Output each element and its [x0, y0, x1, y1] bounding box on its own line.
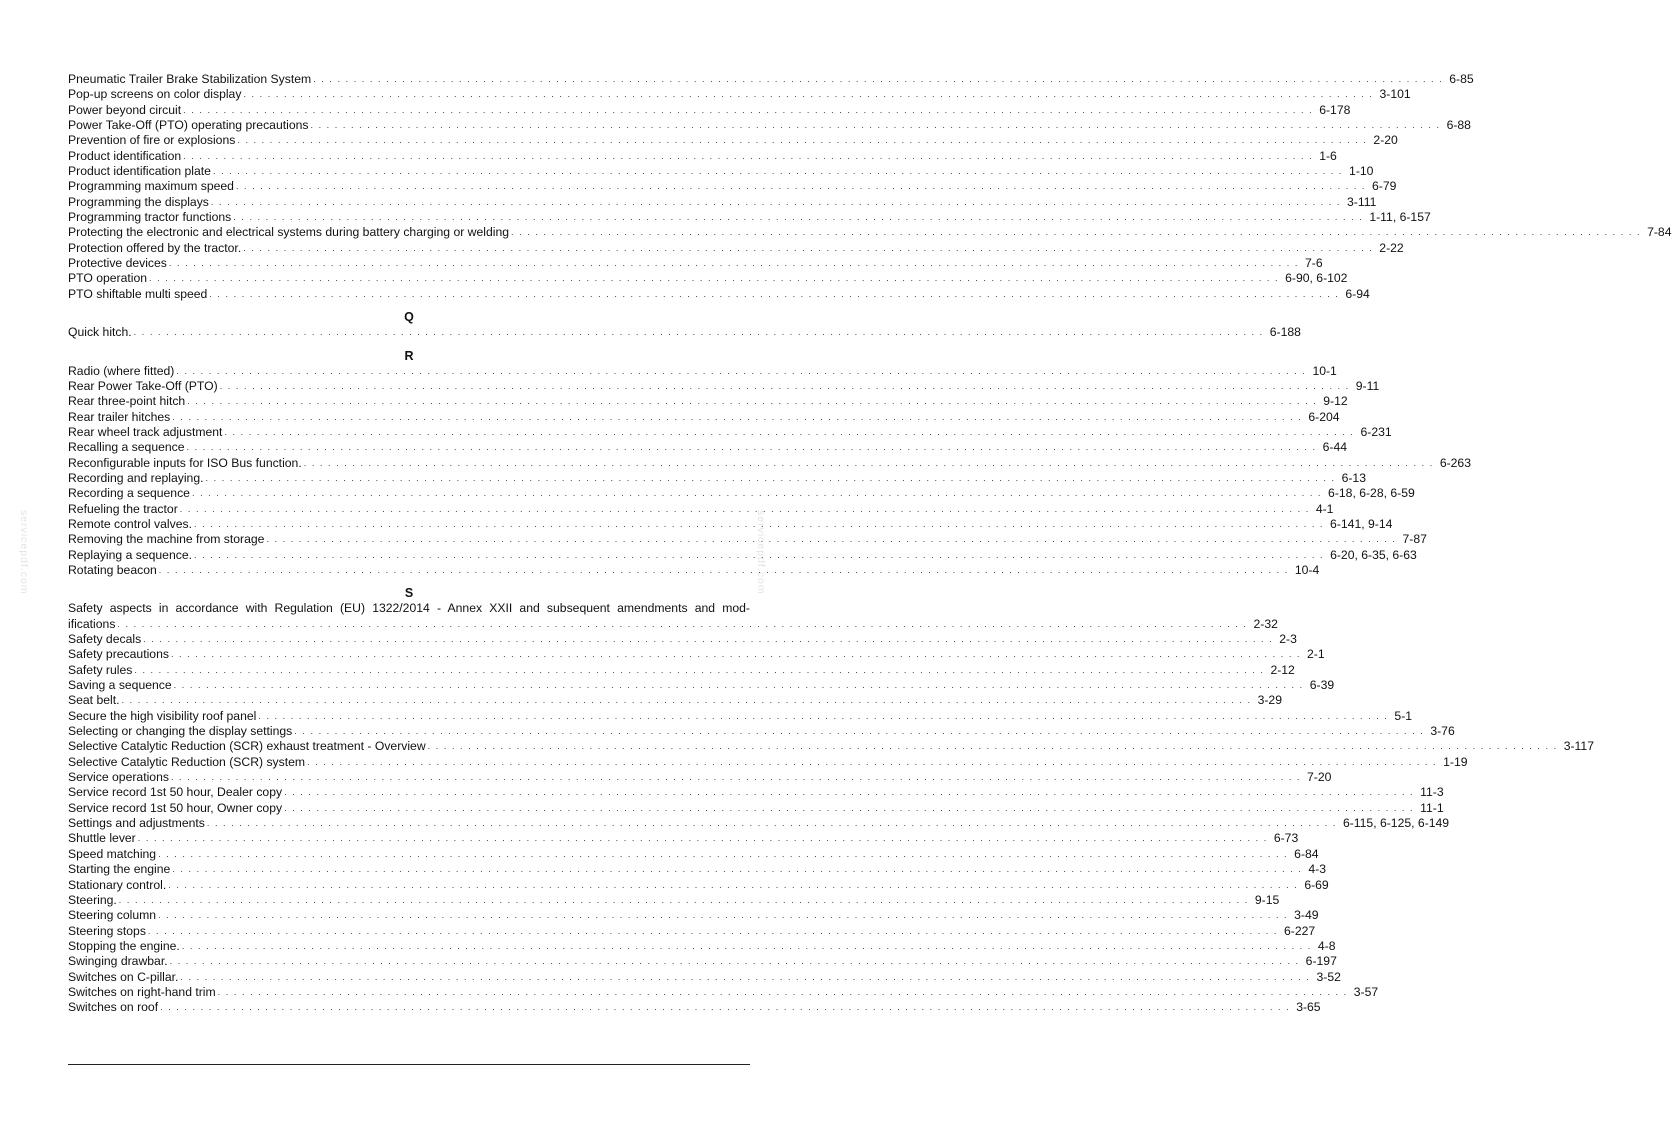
- index-entry-term: Pneumatic Trailer Brake Stabilization System: [68, 72, 312, 86]
- dot-leader: ............................................................................................................................................: [266, 534, 1401, 545]
- dot-leader: ............................................................................................................................................: [206, 818, 1341, 829]
- index-entry: [68, 877, 1329, 893]
- index-entry-term: Settings and adjustments: [68, 816, 205, 831]
- index-entry: [68, 678, 1335, 693]
- index-entry: [68, 470, 1366, 486]
- dot-leader: ............................................................................................................................................: [427, 741, 1562, 752]
- index-entry-page: 7-6: [1304, 256, 1323, 271]
- index-entry-term: Stopping the engine.: [68, 938, 180, 953]
- index-entry-page: 6-84: [1294, 846, 1319, 861]
- index-entry-page: 3-57: [1353, 984, 1379, 999]
- index-entry-page: 3-101: [1379, 87, 1411, 102]
- dot-leader: ............................................................................................................................................: [219, 380, 1354, 391]
- index-entry-page: 5-1: [1394, 708, 1413, 723]
- index-entry-page: 9-11: [1355, 378, 1380, 393]
- dot-leader: ............................................................................................................................................: [243, 242, 1378, 253]
- index-entry-page: 2-1: [1307, 647, 1325, 662]
- index-entry-term: Power beyond circuit: [68, 102, 182, 117]
- index-entry: [68, 210, 1431, 225]
- index-entry: [68, 632, 1297, 647]
- index-entry-page: 6-44: [1322, 440, 1348, 455]
- index-entry-page: 6-227: [1284, 923, 1316, 938]
- index-entry: [68, 547, 1417, 563]
- index-entry-term: Protection offered by the tractor.: [68, 240, 242, 255]
- index-entry-term: Radio (where fitted): [68, 363, 175, 378]
- dot-leader: ............................................................................................................................................: [313, 74, 1448, 84]
- index-entry: [68, 256, 1323, 271]
- dot-leader: ............................................................................................................................................: [310, 120, 1445, 131]
- index-entry: [68, 816, 1450, 831]
- index-group-s: [68, 632, 1594, 1016]
- index-entry: [68, 662, 1295, 678]
- index-entry-term: Power Take-Off (PTO) operating precautions: [68, 118, 309, 133]
- index-entry-page: 7-87: [1402, 532, 1427, 547]
- index-entry-term: Recalling a sequence: [68, 440, 185, 455]
- index-entry: [68, 179, 1397, 194]
- index-entry-term: Service operations: [68, 770, 169, 785]
- dot-leader: ............................................................................................................................................: [284, 802, 1419, 813]
- index-entry-term: Product identification: [68, 148, 182, 163]
- footer-rule: [68, 1064, 750, 1065]
- index-entry: [68, 394, 1348, 409]
- index-entry-page: 6-69: [1304, 877, 1329, 892]
- dot-leader: ............................................................................................................................................: [511, 227, 1646, 238]
- dot-leader: ............................................................................................................................................: [191, 488, 1327, 499]
- dot-leader: ............................................................................................................................................: [143, 634, 1278, 644]
- index-entry: [68, 325, 1301, 340]
- dot-leader: ............................................................................................................................................: [210, 196, 1345, 207]
- index-entry-page: 6-39: [1309, 678, 1335, 693]
- index-entry: [68, 455, 1471, 471]
- index-entry-page: 6-85: [1449, 72, 1474, 86]
- dot-leader: ............................................................................................................................................: [183, 104, 1318, 115]
- index-entry-term: Service record 1st 50 hour, Dealer copy: [68, 785, 283, 800]
- index-entry-page: 6-94: [1345, 286, 1370, 301]
- index-entry-term: Prevention of fire or explosions: [68, 133, 236, 148]
- dot-leader: ............................................................................................................................................: [137, 833, 1272, 844]
- index-entry: [68, 954, 1337, 969]
- index-entry-term: Protective devices: [68, 256, 167, 271]
- index-entry-term: Quick hitch.: [68, 325, 132, 340]
- index-entry-page: 10-1: [1312, 363, 1337, 378]
- index-entry: [68, 984, 1379, 1000]
- index-entry-page: 2-3: [1279, 632, 1297, 646]
- dot-leader: ............................................................................................................................................: [170, 649, 1306, 660]
- index-entry-term: Steering column: [68, 908, 157, 923]
- dot-leader: ............................................................................................................................................: [168, 879, 1303, 890]
- index-group-q: [68, 325, 1301, 340]
- index-entry: [68, 72, 1474, 87]
- index-entry: [68, 440, 1348, 455]
- dot-leader: ............................................................................................................................................: [149, 273, 1284, 284]
- dot-leader: ............................................................................................................................................: [133, 327, 1268, 338]
- index-entry: [68, 271, 1348, 286]
- dot-leader: ............................................................................................................................................: [173, 680, 1308, 691]
- dot-leader: ............................................................................................................................................: [172, 864, 1307, 875]
- index-entry: [68, 892, 1280, 908]
- index-entry: [68, 693, 1282, 708]
- index-entry-term: Product identification plate: [68, 164, 211, 179]
- index-group-p: [68, 72, 1672, 302]
- index-entry: [68, 286, 1370, 302]
- dot-leader: ............................................................................................................................................: [168, 258, 1303, 269]
- index-entry: [68, 225, 1672, 240]
- index-entry: [68, 532, 1427, 547]
- dot-leader: ............................................................................................................................................: [118, 894, 1253, 905]
- index-entry-term: Service record 1st 50 hour, Owner copy: [68, 800, 283, 815]
- index-entry-term: Shuttle lever: [68, 831, 136, 846]
- dot-leader: ............................................................................................................................................: [183, 150, 1318, 161]
- index-entry-term: Safety decals: [68, 632, 142, 646]
- index-entry-term: Remote control valves.: [68, 516, 192, 531]
- index-entry-page: 3-29: [1257, 693, 1282, 708]
- index-entry-term: Speed matching: [68, 846, 157, 861]
- index-entry-term: Rear trailer hitches: [68, 409, 171, 424]
- index-entry-page: 3-52: [1316, 969, 1341, 984]
- dot-leader: ............................................................................................................................................: [217, 986, 1352, 997]
- index-entry-page: 3-111: [1346, 194, 1377, 209]
- index-entry-page: 6-88: [1446, 118, 1471, 133]
- index-entry: [68, 739, 1594, 754]
- index-entry-term: Selective Catalytic Reduction (SCR) system: [68, 754, 306, 769]
- dot-leader: ............................................................................................................................................: [187, 396, 1322, 407]
- index-entry-page: 3-65: [1296, 1000, 1321, 1015]
- index-entry: [68, 724, 1455, 739]
- index-entry: [68, 1000, 1321, 1015]
- index-entry-page: 6-178: [1319, 102, 1351, 117]
- index-entry-page: 4-3: [1308, 862, 1327, 877]
- index-entry-page: 7-20: [1307, 770, 1332, 785]
- index-entry-term: Programming maximum speed: [68, 179, 234, 194]
- index-entry-page: 6-79: [1372, 179, 1397, 194]
- dot-leader: ............................................................................................................................................: [294, 726, 1429, 737]
- index-entry-page: 6-188: [1269, 325, 1301, 340]
- dot-leader: ............................................................................................................................................: [243, 89, 1378, 100]
- index-entry-term: Safety rules: [68, 662, 133, 677]
- index-entry: [68, 908, 1319, 923]
- index-entry-term: PTO operation: [68, 271, 148, 286]
- dot-leader: ............................................................................................................................................: [121, 695, 1256, 706]
- index-entry-term: Reconfigurable inputs for ISO Bus function.: [68, 455, 302, 470]
- dot-leader: ............................................................................................................................................: [179, 503, 1314, 514]
- index-entry: [68, 923, 1316, 939]
- index-entry-term: Selecting or changing the display settings: [68, 724, 293, 739]
- dot-leader: ............................................................................................................................................: [134, 664, 1269, 675]
- index-entry-term: Swinging drawbar.: [68, 954, 168, 969]
- index-entry: [68, 754, 1468, 770]
- index-entry-term: Safety precautions: [68, 647, 169, 662]
- index-entry: [68, 938, 1336, 954]
- dot-leader: ............................................................................................................................................: [158, 564, 1293, 575]
- index-entry-term: Rotating beacon: [68, 562, 157, 577]
- dot-leader: ............................................................................................................................................: [176, 365, 1311, 376]
- index-entry-page: 4-1: [1315, 501, 1334, 516]
- index-entry-page: 2-20: [1373, 133, 1398, 148]
- index-entry: [68, 516, 1393, 532]
- index-entry: [68, 846, 1319, 862]
- index-entry-page: 6-197: [1305, 954, 1337, 969]
- dot-leader: ............................................................................................................................................: [209, 288, 1344, 299]
- index-entry: [68, 770, 1332, 785]
- index-entry: [68, 148, 1337, 164]
- index-entry-term: Rear three-point hitch: [68, 394, 186, 409]
- index-entry-page: 2-32: [1253, 616, 1278, 631]
- index-entry-term: Recording and replaying.: [68, 470, 204, 485]
- index-entry-page: 9-15: [1254, 892, 1280, 907]
- index-entry: [68, 102, 1351, 118]
- index-entry-page: 7-84: [1647, 225, 1672, 240]
- index-entry: [68, 562, 1320, 578]
- section-letter-s: S: [404, 586, 414, 601]
- dot-leader: ............................................................................................................................................: [307, 756, 1442, 767]
- index-entry-term: Saving a sequence: [68, 678, 172, 693]
- dot-leader: ............................................................................................................................................: [172, 411, 1307, 422]
- index-entry: [68, 800, 1444, 816]
- index-entry-page: 1-6: [1319, 148, 1337, 163]
- index-entry-page: 1-19: [1443, 754, 1468, 769]
- index-entry-term: Programming tractor functions: [68, 210, 232, 225]
- index-entry-wrapped: [68, 601, 1278, 632]
- index-entry-page: 6-13: [1341, 470, 1366, 485]
- index-entry-term: Replaying a sequence.: [68, 547, 192, 562]
- dot-leader: ............................................................................................................................................: [158, 848, 1293, 859]
- index-entry-page: 1-10: [1349, 164, 1374, 179]
- dot-leader: ............................................................................................................................................: [160, 1002, 1295, 1013]
- index-entry-term: PTO shiftable multi speed: [68, 286, 208, 301]
- index-entry-page: 3-49: [1294, 908, 1319, 923]
- dot-leader: ............................................................................................................................................: [147, 925, 1282, 936]
- index-entry-term: Starting the engine: [68, 862, 171, 877]
- dot-leader: ............................................................................................................................................: [194, 549, 1329, 560]
- index-entry-term: Switches on C-pillar.: [68, 969, 179, 984]
- dot-leader: ............................................................................................................................................: [170, 772, 1306, 783]
- watermark-left: servicepdf.com: [18, 510, 30, 595]
- index-entry: [68, 87, 1411, 102]
- dot-leader: ............................................................................................................................................: [212, 166, 1348, 177]
- index-entry-page: 6-115, 6-125, 6-149: [1342, 816, 1450, 831]
- index-entry-term-line1: Safety aspects in accordance with Regulation (EU) 1322/2014 - Annex XXII and subsequent amendments and mod-: [68, 601, 750, 616]
- index-entry-page: 11-1: [1420, 800, 1444, 815]
- index-entry-term: Rear Power Take-Off (PTO): [68, 378, 218, 393]
- dot-leader: ............................................................................................................................................: [235, 181, 1371, 192]
- index-entry-page: 4-8: [1317, 938, 1336, 953]
- index-entry-page: 10-4: [1294, 562, 1320, 577]
- index-entry-page: 6-18, 6-28, 6-59: [1328, 486, 1415, 501]
- dot-leader: ............................................................................................................................................: [303, 457, 1438, 468]
- index-entry: [68, 378, 1380, 394]
- index-entry: [68, 486, 1415, 501]
- dot-leader: ............................................................................................................................................: [224, 426, 1359, 437]
- index-entry-term: Pop-up screens on color display: [68, 87, 242, 102]
- index-entry-page: 2-12: [1270, 662, 1295, 677]
- dot-leader: ............................................................................................................................................: [258, 710, 1393, 721]
- index-entry-term: Recording a sequence: [68, 486, 190, 501]
- index-entry: [68, 409, 1340, 425]
- watermark-right: servicepdf.com: [755, 510, 767, 595]
- dot-leader: ............................................................................................................................................: [205, 472, 1340, 483]
- index-entry: [68, 647, 1325, 662]
- index-entry: [68, 862, 1327, 877]
- index-entry-page: 6-231: [1360, 424, 1392, 439]
- index-entry-term: Seat belt.: [68, 693, 120, 708]
- index-entry-page: 9-12: [1323, 394, 1348, 409]
- dot-leader: ............................................................................................................................................: [117, 618, 1252, 629]
- dot-leader: ............................................................................................................................................: [158, 910, 1293, 921]
- index-entry-page: 6-204: [1308, 409, 1340, 424]
- index-entry: [68, 363, 1337, 379]
- index-entry-term: Programming the displays: [68, 194, 209, 209]
- index-entry-term: Removing the machine from storage: [68, 532, 265, 547]
- index-entry-page: 6-90, 6-102: [1285, 271, 1348, 286]
- index-entry: [68, 424, 1392, 440]
- index-entry-page: 1-11, 6-157: [1369, 210, 1431, 225]
- index-entry-term: Refueling the tractor: [68, 501, 178, 516]
- index-entry-term: Steering.: [68, 892, 117, 907]
- index-entry: [68, 118, 1471, 133]
- index-entry: [68, 785, 1444, 800]
- index-entry-term: Selective Catalytic Reduction (SCR) exhaust treatment - Overview: [68, 739, 426, 754]
- index-entry: [68, 969, 1341, 985]
- index-entry-term-line2: ifications: [68, 616, 116, 631]
- dot-leader: ............................................................................................................................................: [193, 518, 1329, 529]
- section-letter-r: R: [404, 348, 414, 363]
- index-entry-term: Protecting the electronic and electrical systems during battery charging or welding: [68, 225, 510, 240]
- index-entry-page: 6-263: [1439, 455, 1471, 470]
- index-entry-page: 3-76: [1430, 724, 1455, 739]
- index-entry: [68, 831, 1299, 846]
- index-entry-term: Switches on right-hand trim: [68, 984, 216, 999]
- index-entry: [68, 133, 1398, 148]
- index-entry-page: 2-22: [1379, 240, 1404, 255]
- index-entry-term: Steering stops: [68, 923, 146, 938]
- dot-leader: ............................................................................................................................................: [233, 212, 1368, 223]
- index-entry-term: Secure the high visibility roof panel: [68, 708, 257, 723]
- dot-leader: ............................................................................................................................................: [181, 940, 1316, 951]
- dot-leader: ............................................................................................................................................: [237, 135, 1372, 146]
- index-entry: [68, 708, 1413, 724]
- index-entry: [68, 164, 1374, 179]
- index-entry-page: 3-117: [1563, 739, 1594, 754]
- index-entry: [68, 194, 1377, 210]
- index-entry-page: 6-20, 6-35, 6-63: [1330, 547, 1417, 562]
- index-entry-term: Rear wheel track adjustment: [68, 424, 223, 439]
- section-letter-q: Q: [404, 310, 414, 325]
- index-entry-term: Stationary control.: [68, 877, 167, 892]
- index-entry-page: 6-141, 9-14: [1330, 516, 1393, 531]
- dot-leader: ............................................................................................................................................: [169, 956, 1304, 967]
- index-entry-page: 11-3: [1420, 785, 1444, 800]
- dot-leader: ............................................................................................................................................: [284, 787, 1419, 798]
- dot-leader: ............................................................................................................................................: [180, 971, 1315, 982]
- index-entry: [68, 240, 1404, 256]
- index-entry: [68, 501, 1334, 517]
- index-entry-term: Switches on roof: [68, 1000, 159, 1015]
- dot-leader: ............................................................................................................................................: [186, 442, 1321, 453]
- index-entry-page: 6-73: [1273, 831, 1299, 846]
